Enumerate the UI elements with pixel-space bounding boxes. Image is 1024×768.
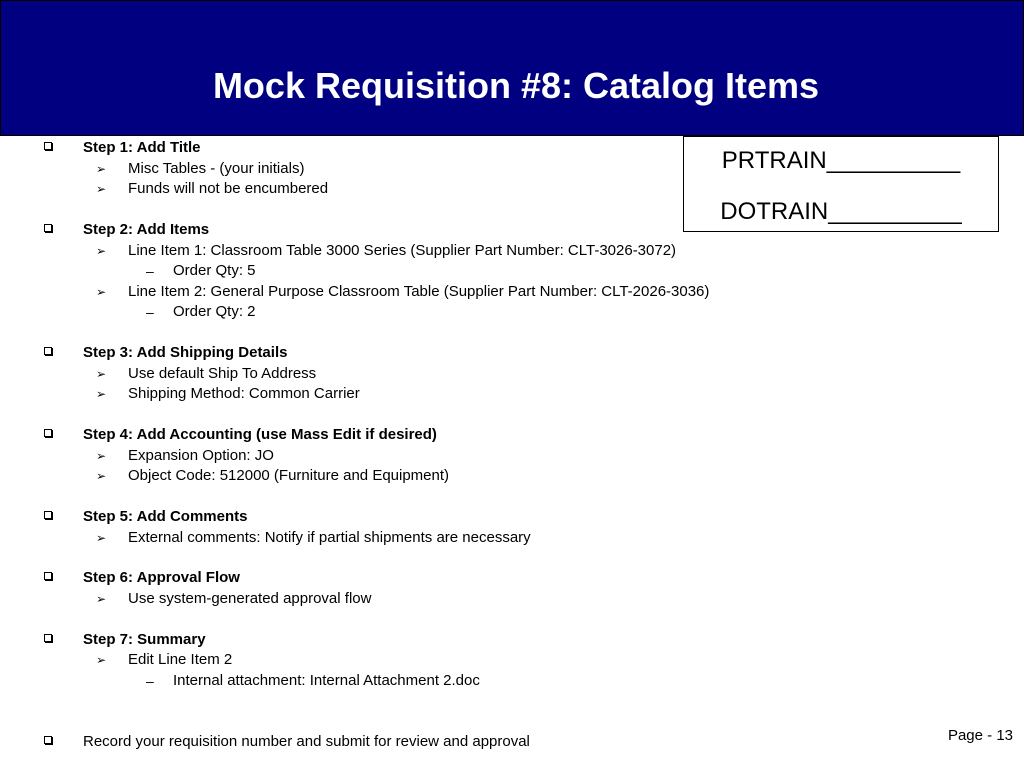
square-bullet-icon	[44, 630, 52, 650]
outline-text: Step 6: Approval Flow	[83, 569, 240, 586]
arrow-bullet-icon: ➢	[96, 244, 107, 258]
outline-text: Record your requisition number and submit for review and approval	[83, 733, 530, 750]
outline-text: Order Qty: 5	[173, 262, 256, 279]
arrow-bullet-icon: ➢	[96, 162, 107, 176]
outline-text: Shipping Method: Common Carrier	[128, 385, 360, 402]
outline-text: Step 1: Add Title	[83, 139, 201, 156]
square-bullet-icon	[44, 732, 52, 752]
prtrain-line: PRTRAIN__________	[721, 147, 961, 174]
outline-text: Expansion Option: JO	[128, 447, 274, 464]
arrow-bullet-icon: ➢	[96, 531, 107, 545]
outline-text: Funds will not be encumbered	[128, 180, 329, 197]
arrow-bullet-icon: ➢	[96, 367, 107, 381]
outline-text: Step 5: Add Comments	[83, 508, 248, 525]
arrow-bullet-icon: ➢	[96, 449, 107, 463]
outline-text: Misc Tables - (your initials)	[128, 160, 305, 177]
arrow-bullet-icon: ➢	[96, 387, 107, 401]
page-number: Page - 13	[947, 727, 1013, 744]
outline-text: Step 7: Summary	[83, 631, 206, 648]
outline-text: Step 3: Add Shipping Details	[83, 344, 288, 361]
square-bullet-icon	[44, 220, 52, 240]
arrow-bullet-icon: ➢	[96, 285, 107, 299]
outline-text: Object Code: 512000 (Furniture and Equipment)	[128, 467, 450, 484]
dash-bullet-icon: –	[146, 673, 154, 689]
arrow-bullet-icon: ➢	[96, 592, 107, 606]
square-bullet-icon	[44, 425, 52, 445]
square-bullet-icon	[44, 343, 52, 363]
outline-text: Step 2: Add Items	[83, 221, 210, 238]
outline-text: Use system-generated approval flow	[128, 590, 372, 607]
outline-text: Internal attachment: Internal Attachment 2.doc	[173, 672, 480, 689]
outline-text: Step 4: Add Accounting (use Mass Edit if desired)	[83, 426, 437, 443]
outline-text: Order Qty: 2	[173, 303, 256, 320]
square-bullet-icon	[44, 568, 52, 588]
square-bullet-icon	[44, 138, 52, 158]
dash-bullet-icon: –	[146, 263, 154, 279]
outline-text: Line Item 1: Classroom Table 3000 Series (Supplier Part Number: CLT-3026-3072)	[128, 242, 677, 259]
dotrain-line: DOTRAIN__________	[720, 198, 962, 225]
outline-text: Line Item 2: General Purpose Classroom Table (Supplier Part Number: CLT-2026-3036)	[128, 283, 710, 300]
outline-text: Use default Ship To Address	[128, 365, 317, 382]
dash-bullet-icon: –	[146, 304, 154, 320]
arrow-bullet-icon: ➢	[96, 469, 107, 483]
slide-title: Mock Requisition #8: Catalog Items	[212, 65, 820, 106]
square-bullet-icon	[44, 507, 52, 527]
outline-text: External comments: Notify if partial shipments are necessary	[128, 529, 531, 546]
arrow-bullet-icon: ➢	[96, 653, 107, 667]
arrow-bullet-icon: ➢	[96, 182, 107, 196]
outline-text: Edit Line Item 2	[128, 651, 233, 668]
